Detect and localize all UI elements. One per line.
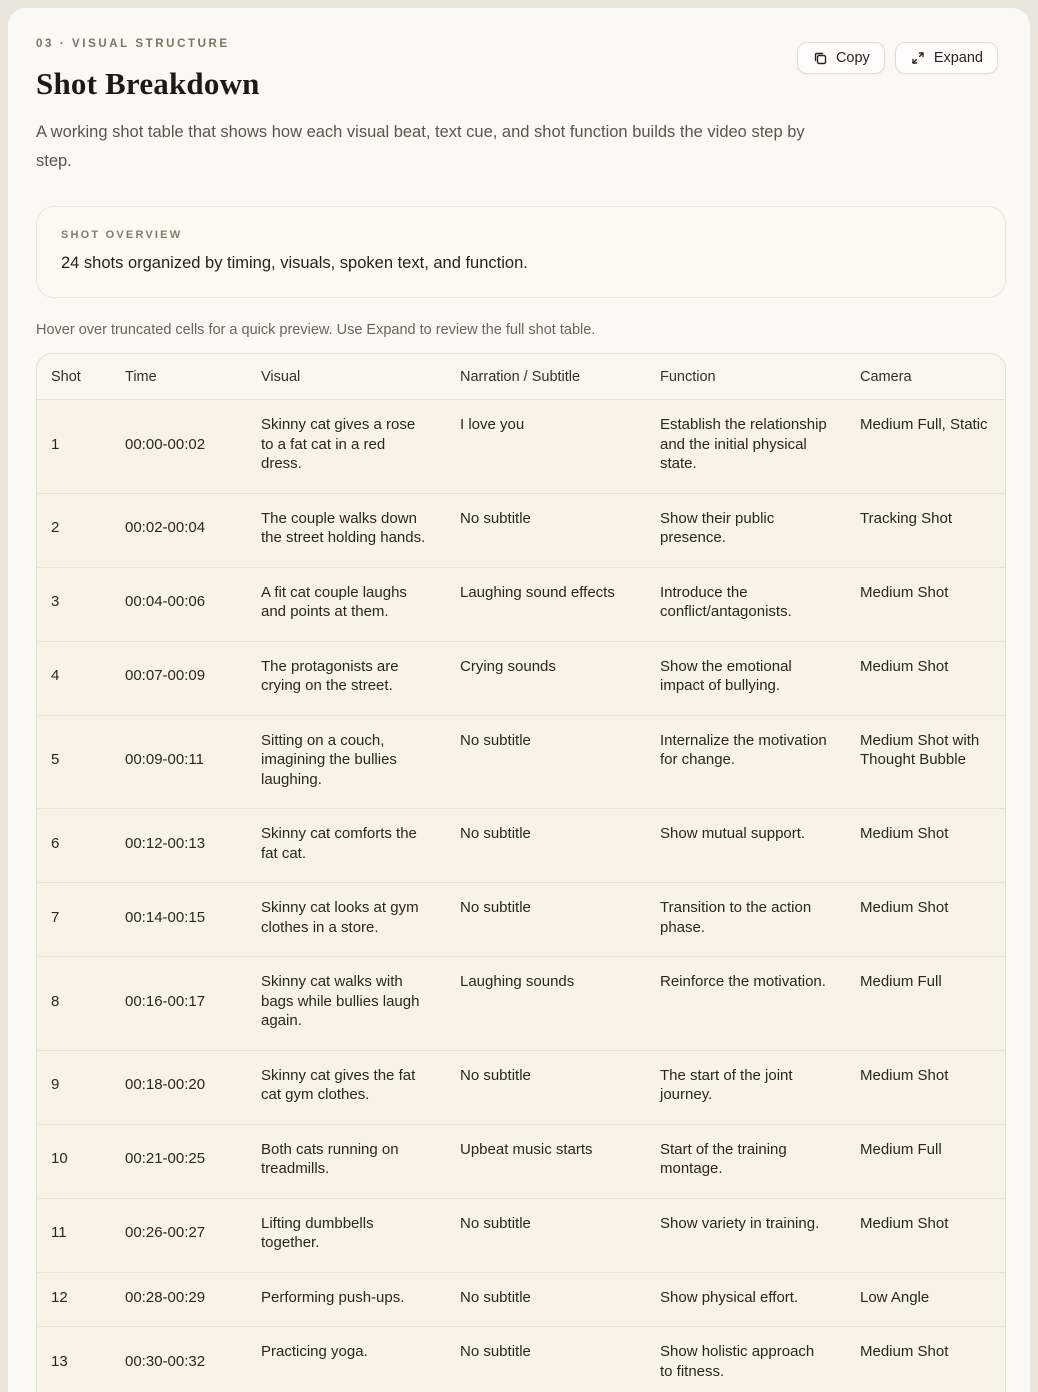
cell-function[interactable]: Transition to the action phase.	[646, 883, 846, 957]
cell-time: 00:12-00:13	[111, 809, 247, 883]
table-header-row	[37, 354, 1006, 400]
cell-time: 00:18-00:20	[111, 1050, 247, 1124]
expand-button[interactable]	[895, 42, 998, 74]
table-row[interactable]	[37, 1327, 1006, 1392]
cell-function[interactable]: Show holistic approach to fitness.	[646, 1327, 846, 1392]
cell-narration[interactable]: No subtitle	[446, 1272, 646, 1327]
cell-camera[interactable]: Medium Shot	[846, 1327, 1006, 1392]
column-header-narration: Narration / Subtitle	[446, 354, 646, 400]
cell-camera[interactable]: Low Angle	[846, 1272, 1006, 1327]
table-row[interactable]	[37, 715, 1006, 809]
shot-breakdown-card	[8, 8, 1030, 1392]
cell-time: 00:28-00:29	[111, 1272, 247, 1327]
cell-narration[interactable]: No subtitle	[446, 1327, 646, 1392]
cell-narration[interactable]: I love you	[446, 400, 646, 494]
cell-camera[interactable]: Medium Full	[846, 957, 1006, 1051]
cell-function[interactable]: Reinforce the motivation.	[646, 957, 846, 1051]
cell-narration[interactable]: No subtitle	[446, 809, 646, 883]
cell-camera[interactable]: Tracking Shot	[846, 493, 1006, 567]
shot-overview-label: SHOT OVERVIEW	[61, 229, 183, 241]
cell-visual[interactable]: A fit cat couple laughs and points at them.	[247, 567, 446, 641]
cell-visual[interactable]: Skinny cat comforts the fat cat.	[247, 809, 446, 883]
cell-visual[interactable]: Sitting on a couch, imagining the bullies laughing.	[247, 715, 446, 809]
cell-shot: 6	[37, 809, 111, 883]
cell-shot: 1	[37, 400, 111, 494]
cell-function[interactable]: Show mutual support.	[646, 809, 846, 883]
cell-narration[interactable]: No subtitle	[446, 493, 646, 567]
cell-time: 00:26-00:27	[111, 1198, 247, 1272]
cell-camera[interactable]: Medium Full	[846, 1124, 1006, 1198]
copy-button-label: Copy	[835, 50, 870, 66]
table-row[interactable]	[37, 1050, 1006, 1124]
toolbar	[797, 42, 998, 74]
cell-time: 00:09-00:11	[111, 715, 247, 809]
cell-visual[interactable]: Both cats running on treadmills.	[247, 1124, 446, 1198]
copy-button[interactable]	[797, 42, 885, 74]
cell-camera[interactable]: Medium Shot	[846, 567, 1006, 641]
cell-visual[interactable]: Skinny cat looks at gym clothes in a store.	[247, 883, 446, 957]
cell-visual[interactable]: Skinny cat gives the fat cat gym clothes.	[247, 1050, 446, 1124]
page-description: A working shot table that shows how each visual beat, text cue, and shot function builds the video step by step.	[36, 123, 805, 170]
table-row[interactable]	[37, 1272, 1006, 1327]
cell-time: 00:16-00:17	[111, 957, 247, 1051]
cell-time: 00:30-00:32	[111, 1327, 247, 1392]
table-row[interactable]	[37, 1198, 1006, 1272]
cell-visual[interactable]: Performing push-ups.	[247, 1272, 446, 1327]
cell-time: 00:00-00:02	[111, 400, 247, 494]
hover-hint: Hover over truncated cells for a quick preview. Use Expand to review the full shot table.	[36, 322, 596, 338]
cell-shot: 4	[37, 641, 111, 715]
cell-function[interactable]: Establish the relationship and the initial physical state.	[646, 400, 846, 494]
cell-narration[interactable]: Crying sounds	[446, 641, 646, 715]
cell-camera[interactable]: Medium Shot	[846, 1198, 1006, 1272]
cell-shot: 8	[37, 957, 111, 1051]
cell-time: 00:21-00:25	[111, 1124, 247, 1198]
table-body	[37, 400, 1006, 1392]
cell-function[interactable]: Show the emotional impact of bullying.	[646, 641, 846, 715]
table-row[interactable]	[37, 400, 1006, 494]
cell-shot: 10	[37, 1124, 111, 1198]
cell-narration[interactable]: No subtitle	[446, 1050, 646, 1124]
cell-camera[interactable]: Medium Shot	[846, 1050, 1006, 1124]
table-row[interactable]	[37, 493, 1006, 567]
cell-camera[interactable]: Medium Full, Static	[846, 400, 1006, 494]
cell-narration[interactable]: Upbeat music starts	[446, 1124, 646, 1198]
cell-visual[interactable]: Lifting dumbbells together.	[247, 1198, 446, 1272]
cell-narration[interactable]: No subtitle	[446, 1198, 646, 1272]
cell-function[interactable]: Introduce the conflict/antagonists.	[646, 567, 846, 641]
cell-shot: 2	[37, 493, 111, 567]
cell-shot: 12	[37, 1272, 111, 1327]
cell-time: 00:14-00:15	[111, 883, 247, 957]
cell-camera[interactable]: Medium Shot	[846, 809, 1006, 883]
cell-narration[interactable]: Laughing sounds	[446, 957, 646, 1051]
column-header-camera: Camera	[846, 354, 1006, 400]
cell-narration[interactable]: No subtitle	[446, 883, 646, 957]
cell-camera[interactable]: Medium Shot	[846, 883, 1006, 957]
cell-visual[interactable]: The protagonists are crying on the street.	[247, 641, 446, 715]
cell-visual[interactable]: Skinny cat gives a rose to a fat cat in a red dress.	[247, 400, 446, 494]
table-row[interactable]	[37, 809, 1006, 883]
cell-time: 00:04-00:06	[111, 567, 247, 641]
column-header-shot: Shot	[37, 354, 111, 400]
cell-shot: 11	[37, 1198, 111, 1272]
cell-camera[interactable]: Medium Shot with Thought Bubble	[846, 715, 1006, 809]
cell-visual[interactable]: Skinny cat walks with bags while bullies laugh again.	[247, 957, 446, 1051]
table-row[interactable]	[37, 957, 1006, 1051]
copy-icon	[812, 50, 828, 66]
cell-camera[interactable]: Medium Shot	[846, 641, 1006, 715]
cell-time: 00:02-00:04	[111, 493, 247, 567]
cell-narration[interactable]: No subtitle	[446, 715, 646, 809]
table-row[interactable]	[37, 567, 1006, 641]
column-header-visual: Visual	[247, 354, 446, 400]
table-row[interactable]	[37, 1124, 1006, 1198]
column-header-time: Time	[111, 354, 247, 400]
cell-shot: 5	[37, 715, 111, 809]
cell-time: 00:07-00:09	[111, 641, 247, 715]
cell-function[interactable]: The start of the joint journey.	[646, 1050, 846, 1124]
cell-function[interactable]: Start of the training montage.	[646, 1124, 846, 1198]
cell-function[interactable]: Internalize the motivation for change.	[646, 715, 846, 809]
cell-function[interactable]: Show their public presence.	[646, 493, 846, 567]
shot-table-container	[36, 353, 1006, 1392]
table-header	[37, 354, 1006, 400]
cell-shot: 13	[37, 1327, 111, 1392]
section-eyebrow: 03 · VISUAL STRUCTURE	[36, 38, 230, 50]
expand-button-label: Expand	[933, 50, 983, 66]
cell-shot: 9	[37, 1050, 111, 1124]
cell-function[interactable]: Show variety in training.	[646, 1198, 846, 1272]
column-header-function: Function	[646, 354, 846, 400]
cell-visual[interactable]: The couple walks down the street holding hands.	[247, 493, 446, 567]
cell-shot: 3	[37, 567, 111, 641]
expand-icon	[910, 50, 926, 66]
shot-overview-text: 24 shots organized by timing, visuals, spoken text, and function.	[61, 254, 528, 272]
table-row[interactable]	[37, 883, 1006, 957]
shot-overview-box	[36, 206, 1006, 298]
shot-table	[37, 354, 1006, 1392]
cell-narration[interactable]: Laughing sound effects	[446, 567, 646, 641]
cell-function[interactable]: Show physical effort.	[646, 1272, 846, 1327]
table-row[interactable]	[37, 641, 1006, 715]
cell-visual[interactable]: Practicing yoga.	[247, 1327, 446, 1392]
cell-shot: 7	[37, 883, 111, 957]
page-title: Shot Breakdown	[36, 66, 260, 101]
